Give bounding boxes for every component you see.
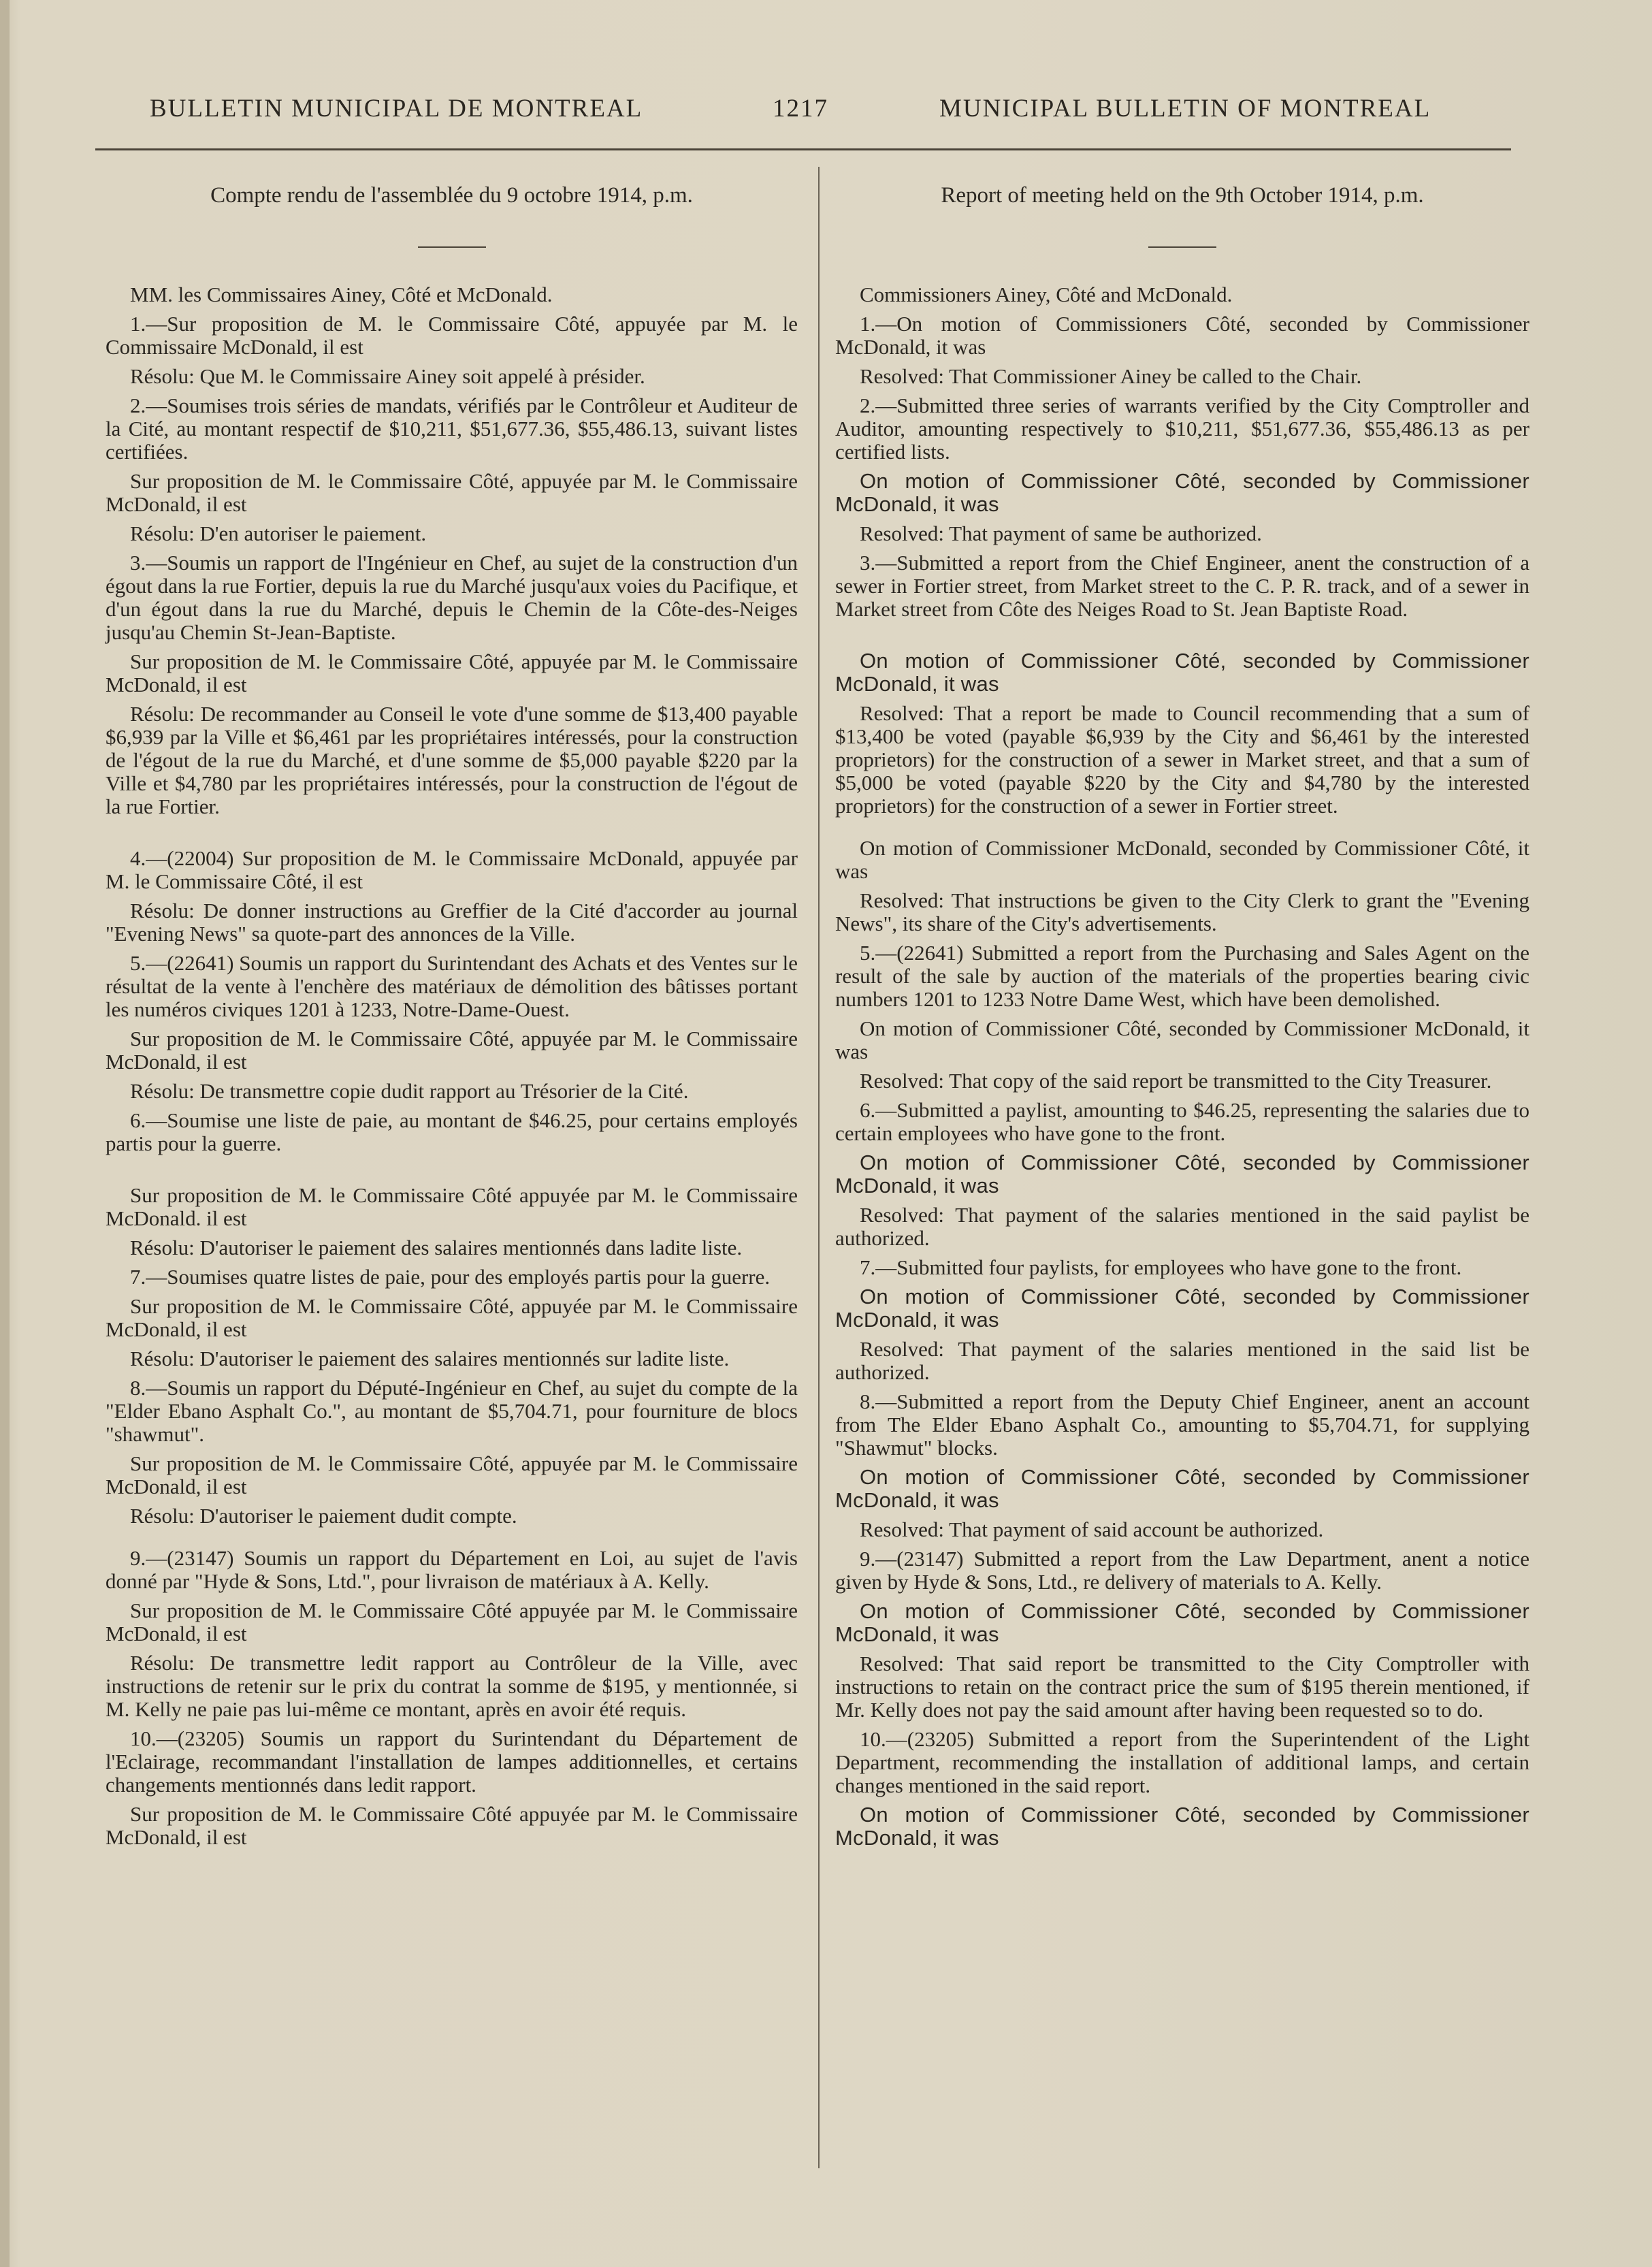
column-divider — [818, 167, 820, 2168]
fr-paragraph: Résolu: D'autoriser le paiement dudit compte. — [130, 1504, 517, 1528]
english-column-title: Report of meeting held on the 9th October 1914, p.m. — [941, 183, 1424, 208]
fr-paragraph: Résolu: Que M. le Commissaire Ainey soit appelé à présider. — [130, 364, 645, 388]
fr-paragraph: Sur proposition de M. le Commissaire Côté appuyée par M. le Commissaire McDonald, il est — [106, 1598, 798, 1645]
en-paragraph: 3.—Submitted a report from the Chief Engineer, anent the construction of a sewer in Fortier street, from Market street to the C. P. R. track, and of a sewer in Market street from Côte des Neiges Road to St. Jean Baptiste Road. — [835, 551, 1529, 621]
fr-paragraph: 9.—(23147) Soumis un rapport du Département en Loi, au sujet de l'avis donné par "Hyde & Sons, Ltd.", pour livraison de matériaux à A. Kelly. — [106, 1546, 798, 1593]
en-paragraph: Resolved: That payment of the salaries mentioned in the said paylist be authorized. — [835, 1203, 1529, 1250]
fr-paragraph: Sur proposition de M. le Commissaire Côté, appuyée par M. le Commissaire McDonald, il est — [106, 649, 798, 696]
page-header — [95, 94, 1511, 135]
fr-paragraph: MM. les Commissaires Ainey, Côté et McDonald. — [130, 283, 553, 306]
fr-paragraph: Sur proposition de M. le Commissaire Côté, appuyée par M. le Commissaire McDonald, il est — [106, 469, 798, 516]
fr-paragraph: Résolu: D'autoriser le paiement des salaires mentionnés sur ladite liste. — [130, 1347, 730, 1370]
header-rule — [95, 148, 1511, 150]
en-paragraph: Resolved: That copy of the said report be transmitted to the City Treasurer. — [860, 1069, 1492, 1093]
en-paragraph: 5.—(22641) Submitted a report from the Purchasing and Sales Agent on the result of the sale by auction of the materials of the properties bearing civic numbers 1201 to 1233 Notre Dame West, which have been demolished. — [835, 941, 1529, 1011]
header-english-title: MUNICIPAL BULLETIN OF MONTREAL — [939, 95, 1431, 123]
fr-paragraph: 6.—Soumise une liste de paie, au montant de $46.25, pour certains employés partis pour la guerre. — [106, 1108, 798, 1155]
en-paragraph: 10.—(23205) Submitted a report from the Superintendent of the Light Department, recommending the installation of additional lamps, and certain changes mentioned in the said report. — [835, 1727, 1529, 1797]
fr-paragraph: 1.—Sur proposition de M. le Commissaire Côté, appuyée par M. le Commissaire McDonald, il est — [106, 312, 798, 359]
en-paragraph: Resolved: That instructions be given to the City Clerk to grant the "Evening News", its share of the City's advertisements. — [835, 888, 1529, 935]
en-paragraph: 7.—Submitted four paylists, for employees who have gone to the front. — [860, 1255, 1462, 1279]
fr-paragraph: Sur proposition de M. le Commissaire Côté, appuyée par M. le Commissaire McDonald, il est — [106, 1294, 798, 1341]
en-paragraph: Resolved: That payment of said account be authorized. — [860, 1517, 1324, 1541]
fr-paragraph: 3.—Soumis un rapport de l'Ingénieur en Chef, au sujet de la construction d'un égout dans la rue Fortier, depuis la rue du Marché jusqu'aux voies du Pacifique, et d'un égout dans la rue du Marché, depuis le Chemin de la Côte-des-Neiges jusqu'au Chemin St-Jean-Baptiste. — [106, 551, 798, 644]
fr-paragraph: 5.—(22641) Soumis un rapport du Surintendant des Achats et des Ventes sur le résultat de la vente à l'enchère des matériaux de démolition des bâtisses portant les numéros civiques 1201 à 1233, Notre-Dame-Ouest. — [106, 951, 798, 1021]
fr-paragraph: Résolu: D'autoriser le paiement des salaires mentionnés dans ladite liste. — [130, 1236, 743, 1259]
fr-paragraph: Sur proposition de M. le Commissaire Côté appuyée par M. le Commissaire McDonald, il est — [106, 1802, 798, 1849]
page-number: 1217 — [773, 95, 828, 123]
page-binding-edge — [0, 0, 10, 2267]
french-column — [106, 178, 798, 1855]
en-paragraph: Resolved: That Commissioner Ainey be called to the Chair. — [860, 364, 1362, 388]
fr-paragraph: 8.—Soumis un rapport du Député-Ingénieur en Chef, au sujet du compte de la "Elder Ebano Asphalt Co.", au montant de $5,704.71, pour fourniture de blocs "shawmut". — [106, 1376, 798, 1446]
english-column — [835, 178, 1529, 1856]
fr-paragraph: 10.—(23205) Soumis un rapport du Surintendant du Département de l'Eclairage, recommandant l'installation de lampes additionnelles, et certains changements mentionnés dans ledit rapport. — [106, 1726, 798, 1797]
en-paragraph: Commissioners Ainey, Côté and McDonald. — [860, 283, 1233, 306]
en-paragraph: 1.—On motion of Commissioners Côté, seconded by Commissioner McDonald, it was — [835, 312, 1529, 359]
en-paragraph: Resolved: That payment of same be authorized. — [860, 521, 1262, 545]
en-paragraph: 8.—Submitted a report from the Deputy Chief Engineer, anent an account from The Elder Ebano Asphalt Co., amounting to $5,704.71, for supplying "Shawmut" blocks. — [835, 1389, 1529, 1460]
en-paragraph: On motion of Commissioner Côté, seconded by Commissioner McDonald, it was — [835, 1016, 1529, 1063]
french-title-rule — [418, 246, 486, 248]
fr-paragraph: Résolu: De recommander au Conseil le vote d'une somme de $13,400 payable $6,939 par la Ville et $6,461 par les propriétaires intéressés, pour la construction de l'égout de la rue du Marché, et d'une somme de $5,000 payable $220 par la Ville et $4,780 par les propriétaires intéressés, pour la construction de l'égout de la rue Fortier. — [106, 702, 798, 818]
en-paragraph: On motion of Commissioner Côté, seconded by Commissioner McDonald, it was — [835, 649, 1529, 696]
fr-paragraph: 4.—(22004) Sur proposition de M. le Commissaire McDonald, appuyée par M. le Commissaire Côté, il est — [106, 846, 798, 893]
fr-paragraph: 2.—Soumises trois séries de mandats, vérifiés par le Contrôleur et Auditeur de la Cité, au montant respectif de $10,211, $51,677.36, $55,486.13, suivant listes certifiées. — [106, 393, 798, 464]
fr-paragraph: Sur proposition de M. le Commissaire Côté, appuyée par M. le Commissaire McDonald, il est — [106, 1451, 798, 1498]
en-paragraph: Resolved: That said report be transmitted to the City Comptroller with instructions to retain on the contract price the sum of $195 therein mentioned, if Mr. Kelly does not pay the said amount after having been requested so to do. — [835, 1652, 1529, 1722]
fr-paragraph: Résolu: D'en autoriser le paiement. — [130, 521, 427, 545]
en-paragraph: On motion of Commissioner Côté, seconded by Commissioner McDonald, it was — [835, 469, 1529, 516]
en-paragraph: 9.—(23147) Submitted a report from the Law Department, anent a notice given by Hyde & Sons, Ltd., re delivery of materials to A. Kelly. — [835, 1547, 1529, 1594]
en-paragraph: On motion of Commissioner Côté, seconded by Commissioner McDonald, it was — [835, 1803, 1529, 1850]
fr-paragraph: 7.—Soumises quatre listes de paie, pour des employés partis pour la guerre. — [130, 1265, 771, 1289]
en-paragraph: 6.—Submitted a paylist, amounting to $46.25, representing the salaries due to certain employees who have gone to the front. — [835, 1098, 1529, 1145]
fr-paragraph: Résolu: De donner instructions au Greffier de la Cité d'accorder au journal "Evening News" sa quote-part des annonces de la Ville. — [106, 899, 798, 946]
en-paragraph: On motion of Commissioner McDonald, seconded by Commissioner Côté, it was — [835, 836, 1529, 883]
fr-paragraph: Résolu: De transmettre copie dudit rapport au Trésorier de la Cité. — [130, 1079, 689, 1103]
en-paragraph: On motion of Commissioner Côté, seconded by Commissioner McDonald, it was — [835, 1599, 1529, 1646]
en-paragraph: Resolved: That payment of the salaries mentioned in the said list be authorized. — [835, 1337, 1529, 1384]
english-title-rule — [1148, 246, 1216, 248]
fr-paragraph: Résolu: De transmettre ledit rapport au Contrôleur de la Ville, avec instructions de retenir sur le prix du contrat la somme de $195, y mentionnée, si M. Kelly ne paie pas lui-même ce montant, après en avoir été requis. — [106, 1651, 798, 1721]
french-column-title: Compte rendu de l'assemblée du 9 octobre 1914, p.m. — [210, 183, 693, 208]
fr-paragraph: Sur proposition de M. le Commissaire Côté appuyée par M. le Commissaire McDonald. il est — [106, 1183, 798, 1230]
en-paragraph: On motion of Commissioner Côté, seconded by Commissioner McDonald, it was — [835, 1465, 1529, 1512]
en-paragraph: On motion of Commissioner Côté, seconded by Commissioner McDonald, it was — [835, 1285, 1529, 1332]
en-paragraph: 2.—Submitted three series of warrants verified by the City Comptroller and Auditor, amounting respectively to $10,211, $51,677.36, $55,486.13 as per certified lists. — [835, 393, 1529, 464]
header-french-title: BULLETIN MUNICIPAL DE MONTREAL — [150, 95, 643, 123]
fr-paragraph: Sur proposition de M. le Commissaire Côté, appuyée par M. le Commissaire McDonald, il est — [106, 1027, 798, 1074]
en-paragraph: On motion of Commissioner Côté, seconded by Commissioner McDonald, it was — [835, 1151, 1529, 1197]
en-paragraph: Resolved: That a report be made to Council recommending that a sum of $13,400 be voted (payable $6,939 by the City and $6,461 by the interested proprietors) for the construction of a sewer in Market street, and that a sum of $5,000 be voted (payable $220 by the City and $4,780 by the interested proprietors) for the construction of a sewer in Fortier street. — [835, 701, 1529, 818]
